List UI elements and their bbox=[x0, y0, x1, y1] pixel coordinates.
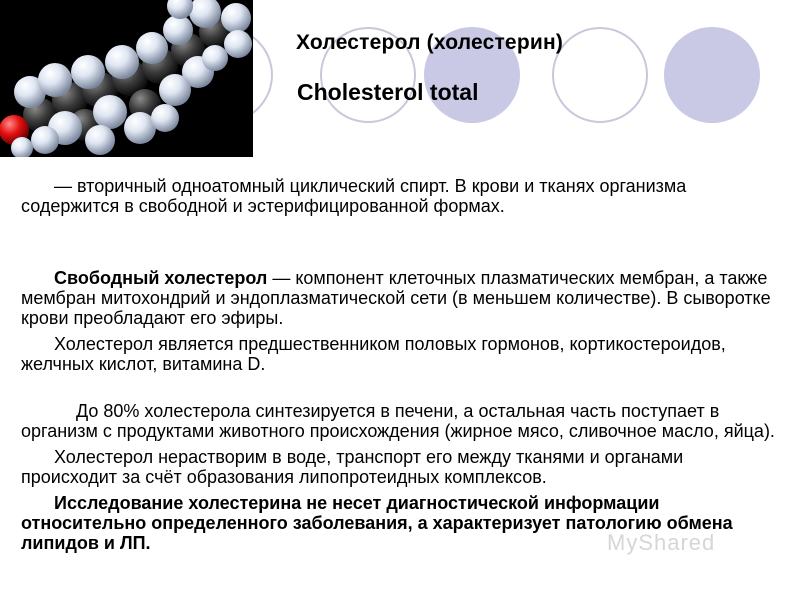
paragraph-transport: Холестерол нерастворим в воде, транспорт его между тканями и органами происходит за счёт образования липопротеидных комплексов. bbox=[21, 447, 684, 487]
watermark-logo: MyShared bbox=[607, 530, 716, 555]
slide-title: Холестерол (холестерин) bbox=[296, 31, 564, 54]
paragraph-free-cholesterol bbox=[21, 268, 783, 328]
conclusion-text: Исследование холестерина не несет диагностической информации относительно определенного заболевания, а характеризует патологию обмена липидов и ЛП. bbox=[21, 493, 733, 553]
slide-body bbox=[21, 176, 783, 553]
paragraph-free-cholesterol-text: — компонент клеточных плазматических мембран, а также мембран митохондрий и эндоплазматической сети (в меньшем количестве). В сыворотке крови преобладают его эфиры. bbox=[21, 268, 771, 328]
paragraph-precursor: Холестерол является предшественником половых гормонов, кортикостероидов, желчных кислот, витамина D. bbox=[21, 334, 726, 374]
molecule-model bbox=[0, 0, 253, 157]
term-free-cholesterol: Свободный холестерол bbox=[54, 268, 268, 288]
cholesterol-molecule-image bbox=[0, 0, 253, 157]
decor-circle bbox=[552, 27, 648, 123]
paragraph-definition: — вторичный одноатомный циклический спирт. В крови и тканях организма содержится в свободной и эстерифицированной формах. bbox=[21, 176, 687, 216]
paragraph-synthesis: До 80% холестерола синтезируется в печени, а остальная часть поступает в организм с продуктами животного происхождения (жирное мясо, сливочное масло, яйца). bbox=[21, 401, 775, 441]
decor-circle bbox=[664, 27, 760, 123]
slide-subtitle: Cholesterol total bbox=[297, 79, 479, 105]
